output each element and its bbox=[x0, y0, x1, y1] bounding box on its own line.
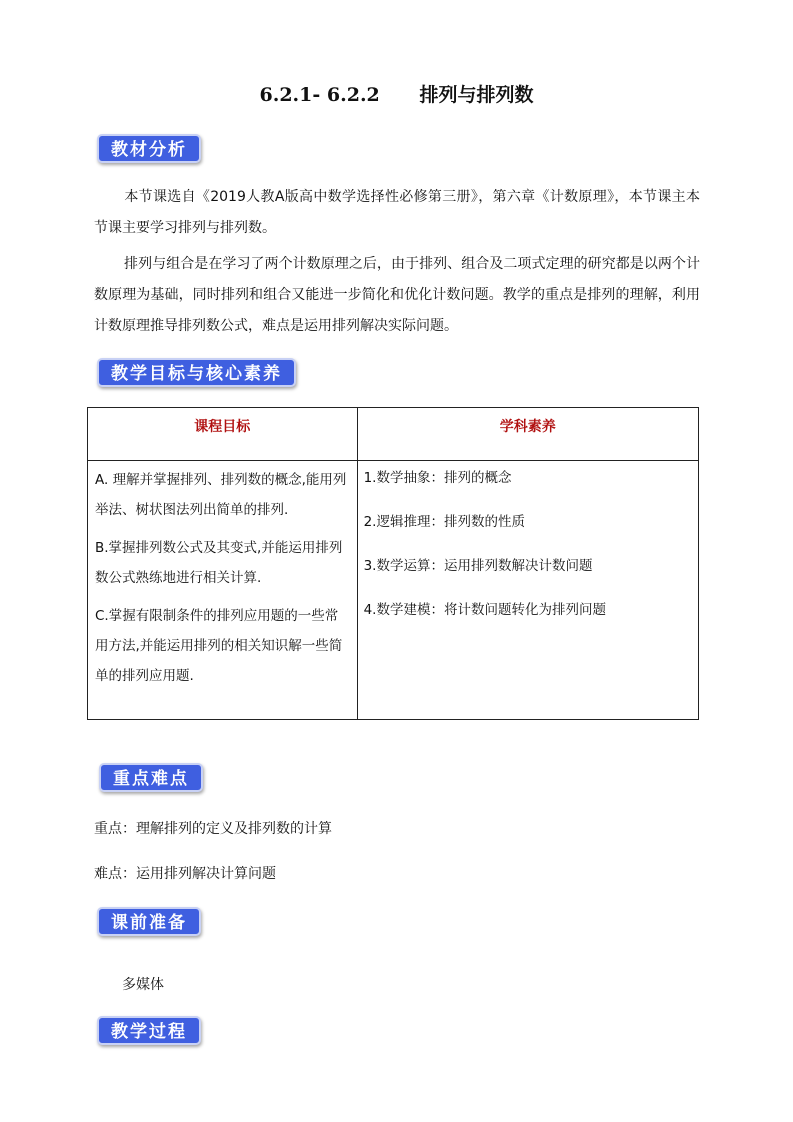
difficult-point-text: 难点：运用排列解决计算问题 bbox=[94, 866, 276, 882]
section-tag-objectives: 教学目标与核心素养 bbox=[97, 358, 296, 387]
literacy-item-3: 3.数学运算：运用排列数解决计数问题 bbox=[363, 558, 593, 574]
preparation-text: 多媒体 bbox=[122, 977, 164, 993]
key-point-text: 重点：理解排列的定义及排列数的计算 bbox=[94, 821, 332, 837]
analysis-paragraph-1-text: 本节课选自《2019人教A版高中数学选择性必修第三册》，第六章《计数原理》，本节课主本节课主要学习排列与排列数。 bbox=[94, 189, 700, 236]
table-header-row bbox=[88, 408, 699, 461]
literacy-item-4: 4.数学建模：将计数问题转化为排列问题 bbox=[363, 602, 606, 618]
goal-item-a: A. 理解并掌握排列、排列数的概念,能用列举法、树状图法列出简单的排列. bbox=[95, 472, 347, 518]
header-course-goals: 课程目标 bbox=[88, 408, 358, 461]
section-tag-preparation: 课前准备 bbox=[97, 907, 201, 936]
section-tag-process: 教学过程 bbox=[97, 1016, 201, 1045]
goal-item-c: C.掌握有限制条件的排列应用题的一些常用方法,并能运用排列的相关知识解一些简单的排列应用题. bbox=[95, 608, 343, 684]
analysis-paragraph-2 bbox=[94, 249, 700, 342]
literacy-item-2: 2.逻辑推理：排列数的性质 bbox=[363, 514, 525, 530]
goal-item-b: B.掌握排列数公式及其变式,并能运用排列数公式熟练地进行相关计算. bbox=[95, 540, 343, 586]
literacy-item-1: 1.数学抽象：排列的概念 bbox=[363, 470, 512, 486]
table-row bbox=[88, 461, 699, 720]
section-tag-key-points: 重点难点 bbox=[99, 763, 203, 792]
objectives-table bbox=[87, 407, 699, 720]
analysis-paragraph-1 bbox=[94, 182, 700, 244]
header-subject-literacy: 学科素养 bbox=[357, 408, 698, 461]
goals-cell bbox=[88, 461, 358, 720]
analysis-paragraph-2-text: 排列与组合是在学习了两个计数原理之后，由于排列、组合及二项式定理的研究都是以两个计数原理为基础，同时排列和组合又能进一步简化和优化计数问题。教学的重点是排列的理解，利用计数原理推导排列数公式，难点是运用排列解决实际问题。 bbox=[94, 256, 700, 334]
document-title: 6.2.1- 6.2.2 排列与排列数 bbox=[259, 84, 534, 106]
section-tag-analysis: 教材分析 bbox=[97, 134, 201, 163]
literacy-cell bbox=[357, 461, 698, 720]
